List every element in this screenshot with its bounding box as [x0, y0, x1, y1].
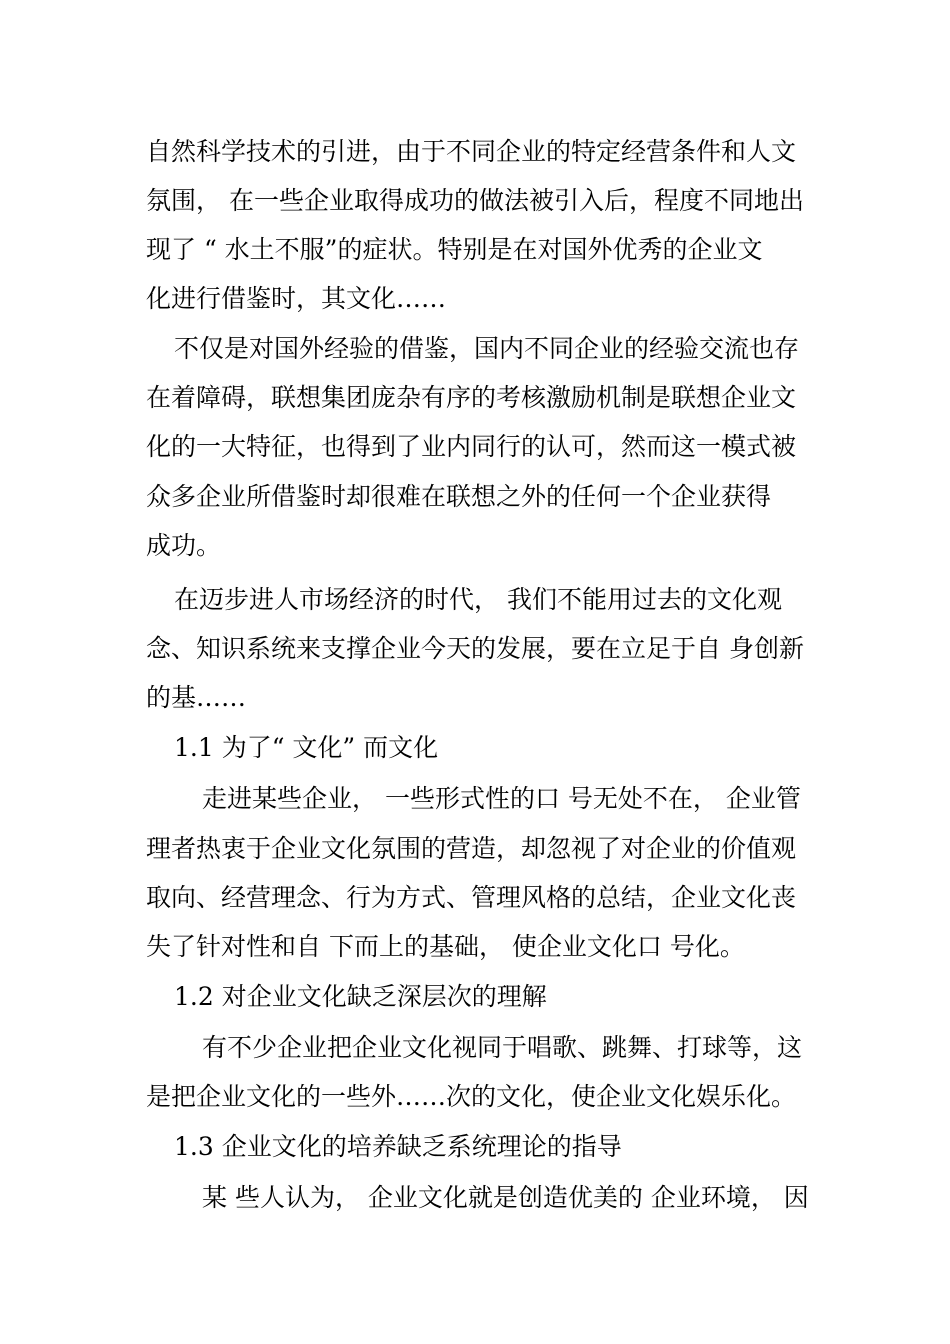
text-line: 众多企业所借鉴时却很难在联想之外的任何一个企业获得: [146, 482, 772, 511]
text-line: 是把企业文化的一些外……次的文化，使企业文化娱乐化。: [146, 1082, 797, 1111]
text-line: 现了 “ 水土不服”的症状。特别是在对国外优秀的企业文: [146, 235, 763, 264]
text-line: 念、知识系统来支撑企业今天的发展，要在立足于自 身创新: [146, 634, 804, 663]
section-heading: 1.1 为了“ 文化” 而文化: [174, 733, 439, 762]
text-line: 不仅是对国外经验的借鉴，国内不同企业的经验交流也存: [174, 334, 800, 363]
text-line: 失了针对性和自 下而上的基础， 使企业文化口 号化。: [146, 932, 745, 961]
text-line: 有不少企业把企业文化视同于唱歌、跳舞、打球等，这: [202, 1033, 803, 1062]
text-line: 的基……: [146, 683, 247, 712]
text-line: 成功。: [146, 531, 222, 560]
text-line: 某 些人认为， 企业文化就是创造优美的 企业环境， 因: [202, 1183, 809, 1212]
text-line: 氛围， 在一些企业取得成功的做法被引入后，程度不同地出: [146, 186, 804, 215]
text-line: 走进某些企业， 一些形式性的口 号无处不在， 企业管: [202, 784, 801, 813]
text-line: 在着障碍，联想集团庞杂有序的考核激励机制是联想企业文: [146, 383, 797, 412]
text-line: 理者热衷于企业文化氛围的营造，却忽视了对企业的价值观: [146, 834, 797, 863]
section-heading: 1.2 对企业文化缺乏深层次的理解: [174, 982, 547, 1011]
section-heading: 1.3 企业文化的培养缺乏系统理论的指导: [174, 1132, 622, 1161]
text-line: 自然科学技术的引进，由于不同企业的特定经营条件和人文: [146, 137, 797, 166]
text-line: 化进行借鉴时，其文化……: [146, 284, 447, 313]
text-line: 在迈步进人市场经济的时代， 我们不能用过去的文化观: [174, 585, 782, 614]
text-line: 化的一大特征，也得到了业内同行的认可，然而这一模式被: [146, 432, 797, 461]
text-line: 取向、经营理念、行为方式、管理风格的总结，企业文化丧: [146, 883, 797, 912]
